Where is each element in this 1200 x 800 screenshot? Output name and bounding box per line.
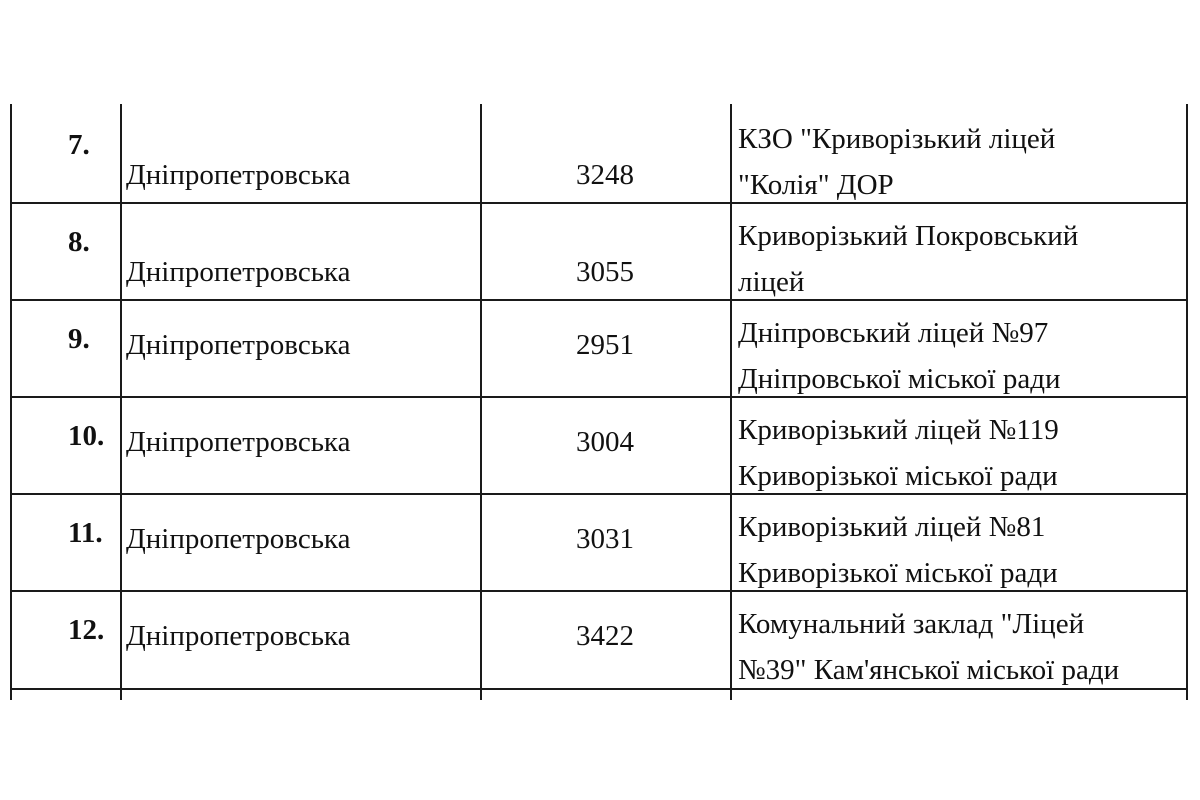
- table-row: [10, 201, 1188, 299]
- code-cell: 2951: [576, 329, 634, 361]
- region-cell: Дніпропетровська: [126, 256, 351, 288]
- code-cell: 3248: [576, 159, 634, 191]
- region-cell: Дніпропетровська: [126, 620, 351, 652]
- code-cell: 3422: [576, 620, 634, 652]
- row-number: 10.: [68, 420, 105, 452]
- table-row: [10, 298, 1188, 396]
- table-row: [10, 492, 1188, 590]
- institution-name-cell: [738, 310, 1178, 402]
- region-cell: Дніпропетровська: [126, 159, 351, 191]
- institution-name-line: №39" Кам'янської міської ради: [738, 654, 1120, 686]
- institution-name-cell: [738, 504, 1178, 596]
- institution-name-line: Криворізький ліцей №119: [738, 414, 1059, 446]
- institution-name-cell: [738, 407, 1178, 499]
- row-number: 9.: [68, 323, 90, 355]
- row-number: 8.: [68, 226, 90, 258]
- code-cell: 3004: [576, 426, 634, 458]
- code-cell: 3031: [576, 523, 634, 555]
- school-table: [10, 104, 1188, 700]
- institution-name-line: Комунальний заклад "Ліцей: [738, 608, 1085, 640]
- region-cell: Дніпропетровська: [126, 329, 351, 361]
- table-row: [10, 104, 1188, 202]
- institution-name-line: КЗО "Криворізький ліцей: [738, 123, 1056, 155]
- institution-name-line: ліцей: [738, 266, 805, 298]
- row-number: 7.: [68, 129, 90, 161]
- institution-name-line: Криворізький ліцей №81: [738, 511, 1046, 543]
- code-cell: 3055: [576, 256, 634, 288]
- row-number: 11.: [68, 517, 103, 549]
- institution-name-cell: [738, 116, 1178, 208]
- institution-name-line: Криворізької міської ради: [738, 460, 1058, 492]
- row-number: 12.: [68, 614, 105, 646]
- institution-name-line: Дніпровський ліцей №97: [738, 317, 1049, 349]
- table-row: [10, 589, 1188, 687]
- institution-name-line: "Колія" ДОР: [738, 169, 894, 201]
- table-row: [10, 395, 1188, 493]
- institution-name-line: Дніпровської міської ради: [738, 363, 1061, 395]
- institution-name-line: Криворізької міської ради: [738, 557, 1058, 589]
- institution-name-line: Криворізький Покровський: [738, 220, 1079, 252]
- region-cell: Дніпропетровська: [126, 426, 351, 458]
- institution-name-cell: [738, 213, 1178, 305]
- institution-name-cell: [738, 601, 1178, 693]
- region-cell: Дніпропетровська: [126, 523, 351, 555]
